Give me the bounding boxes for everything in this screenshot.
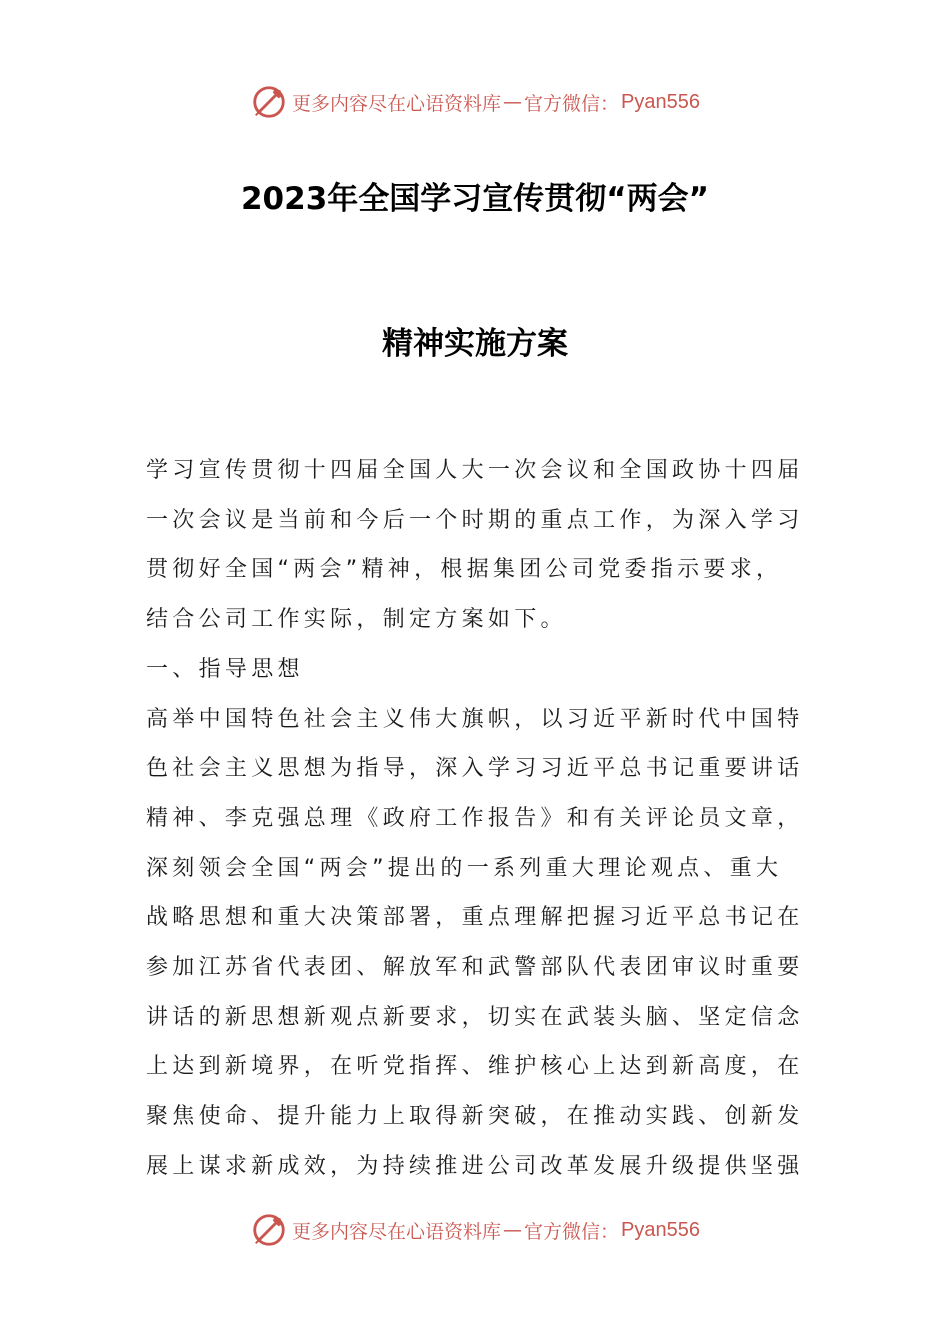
watermark-official-label: 官方微信： bbox=[524, 1220, 620, 1243]
body-line: 参加江苏省代表团、解放军和武警部队代表团审议时重要 bbox=[146, 955, 804, 981]
document-body bbox=[146, 446, 811, 1192]
footer-watermark bbox=[0, 1210, 950, 1250]
body-line: 高举中国特色社会主义伟大旗帜，以习近平新时代中国特 bbox=[146, 706, 804, 732]
body-line: 一次会议是当前和今后一个时期的重点工作，为深入学习 bbox=[146, 507, 804, 533]
watermark-text: 更多内容尽在心语资料库 bbox=[292, 1220, 502, 1243]
body-line: 上达到新境界，在听党指挥、维护核心上达到新高度，在 bbox=[146, 1054, 804, 1080]
body-line: 聚焦使命、提升能力上取得新突破，在推动实践、创新发 bbox=[146, 1104, 804, 1130]
pen-logo-icon bbox=[250, 83, 288, 121]
pen-logo-icon bbox=[250, 1211, 288, 1249]
header-watermark bbox=[0, 82, 950, 122]
section-heading: 一、指导思想 bbox=[146, 656, 304, 682]
watermark-separator: — bbox=[503, 1219, 523, 1241]
document-title-line-2: 精神实施方案 bbox=[382, 326, 568, 362]
watermark-separator: — bbox=[503, 91, 523, 113]
body-line: 深刻领会全国“两会”提出的一系列重大理论观点、重大 bbox=[146, 855, 783, 881]
body-line: 结合公司工作实际，制定方案如下。 bbox=[146, 607, 567, 633]
body-line: 色社会主义思想为指导，深入学习习近平总书记重要讲话 bbox=[146, 756, 804, 782]
body-line: 精神、李克强总理《政府工作报告》和有关评论员文章， bbox=[146, 805, 804, 831]
watermark-wechat-id: Pyan556 bbox=[621, 90, 700, 113]
document-title-line-1: 2023年全国学习宣传贯彻“两会” bbox=[240, 181, 710, 217]
body-line: 战略思想和重大决策部署，重点理解把握习近平总书记在 bbox=[146, 905, 804, 931]
watermark-wechat-id: Pyan556 bbox=[621, 1218, 700, 1241]
body-line: 学习宣传贯彻十四届全国人大一次会议和全国政协十四届 bbox=[146, 458, 804, 483]
watermark-text: 更多内容尽在心语资料库 bbox=[292, 92, 502, 115]
body-line: 讲话的新思想新观点新要求，切实在武装头脑、坚定信念 bbox=[146, 1004, 804, 1030]
watermark-official-label: 官方微信： bbox=[524, 92, 620, 115]
body-line: 展上谋求新成效，为持续推进公司改革发展升级提供坚强 bbox=[146, 1153, 804, 1179]
body-line: 贯彻好全国“两会”精神，根据集团公司党委指示要求， bbox=[146, 557, 783, 583]
